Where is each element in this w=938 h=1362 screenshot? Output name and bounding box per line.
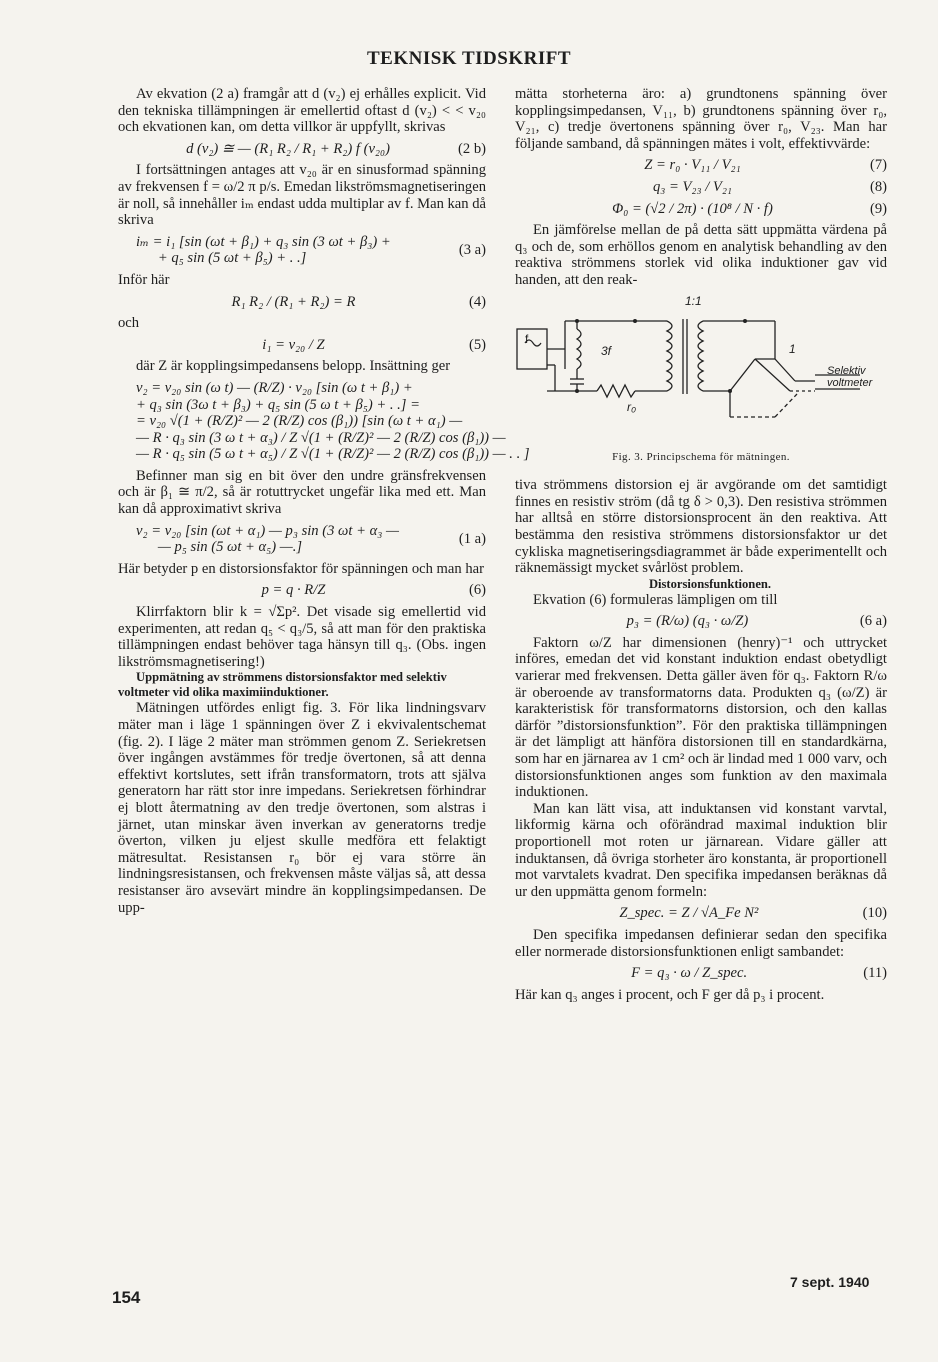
equation-body: q₃ = V₂₃ / V₂₁ xyxy=(652,178,732,195)
equation xyxy=(118,141,486,158)
journal-masthead: TEKNISK TIDSKRIFT xyxy=(366,48,572,69)
paragraph: mätta storheterna äro: a) grundtonens spänning över kopplingsimpedansen, V₁₁, b) grundtonens spänning över r₀, V₂₁, c) tredje övertonens spänning över r₀, V₂₃. Man har följande samband, då spänningen mätes i volt, effektivvärde: xyxy=(515,86,887,152)
equation-number: (5) xyxy=(468,336,486,353)
paragraph: Inför här xyxy=(118,271,170,288)
voltmeter-label-line2: voltmeter xyxy=(827,376,873,389)
paragraph: Man kan lätt visa, att induktansen vid konstant varvtal, likformig kärna och oförändrad maximal induktion blir proportionell mot roten ur järnarean. Vidare gäller att induktansen, då övriga storheter äro konstanta, är proportionell mot varvtalets kvadrat. Den specifika impedansen beräknas då ur den uppmätta genom formeln: xyxy=(515,800,887,900)
transformer-secondary xyxy=(698,321,703,391)
equation-body: p₃ = (R/ω) (q₃ · ω/Z) xyxy=(626,613,749,630)
paragraph: där Z är kopplingsimpedansens belopp. Insättning ger xyxy=(136,358,451,375)
equation-body: iₘ = i₁ [sin (ωt + β₁) + q₃ sin (3 ωt + β₃) + + q₅ sin (5 ωt + β₅) + . .] xyxy=(136,233,391,267)
equation-number: (3 a) xyxy=(458,242,486,259)
paragraph: I fortsättningen antages att v₂₀ är en sinusformad spänning av frekvensen f = ω/2 π p/s. Emedan likströmsmagnetiseringen är noll, så innehåller iₘ endast udda multiplar av f. Man kan då skriva xyxy=(118,162,487,229)
ratio-label: 1:1 xyxy=(685,293,702,308)
resistor-label: r₀ xyxy=(627,399,637,414)
equation-body: R₁ R₂ / (R₁ + R₂) = R xyxy=(231,293,356,310)
paragraph: Här betyder p en distorsionsfaktor för spänningen och man har xyxy=(118,560,484,577)
left-column xyxy=(118,86,530,916)
section-heading: Distorsionsfunktionen. xyxy=(648,576,772,591)
equation-number: (6 a) xyxy=(859,613,887,630)
equation-number: (7) xyxy=(869,157,887,174)
equation xyxy=(515,201,887,218)
equation-number: (8) xyxy=(869,178,887,195)
section-heading: Uppmätning av strömmens distorsionsfaktor med selektiv voltmeter vid olika maximiinduktioner. xyxy=(118,670,447,700)
equation-number: (9) xyxy=(869,200,887,217)
paragraph: Befinner man sig en bit över den undre gränsfrekvensen och är β₁ ≅ π/2, så är rotuttrycket ungefär lika med ett. Man kan då approximativt skriva xyxy=(118,467,486,518)
figure-3-circuit-diagram xyxy=(515,293,887,449)
equation-body: d (v₂) ≅ — (R₁ R₂ / R₁ + R₂) f (v₂₀) xyxy=(186,140,390,157)
equation-number: (1 a) xyxy=(458,530,486,547)
paragraph: Av ekvation (2 a) framgår att d (v₂) ej erhålles explicit. Vid den tekniska tillämpningen är emellertid oftast d (v₂) < < v₂₀ och ekvationen kan, om detta villkor är uppfyllt, skrivas xyxy=(118,86,486,136)
paragraph: Klirrfaktorn blir k = √Σp². Det visade sig emellertid vid experimenten, att redan q₅ < q₃/5, så att man för den praktiska tillämpningen endast behöver taga hänsyn till q₃. (Obs. ingen likströmsmagnetisering!) xyxy=(118,604,486,670)
page-number: 154 xyxy=(112,1288,141,1307)
equation xyxy=(118,337,486,354)
paragraph: Faktorn ω/Z har dimensionen (henry)⁻¹ och uttrycket införes, emedan det vid konstant induktion endast obetydligt varierar med frekvensen. Detta gäller även för q₃. Faktorn R/ω är oberoende av transformatorns data. Produkten q₃ (ω/Z) är karakteristisk för transformatorns distorsion, och den kallas därför ”distorsionsfunktion”. För den praktiska tillämpningen är det lämpligt att hänföra distorsionen till en standardkärna, som har en järnarea av 1 cm² och är lindad med 1 000 varv, och distorsionsfunktionen anges som funktion av den maximala induktionen. xyxy=(515,634,887,801)
equation-body: p = q · R/Z xyxy=(261,582,326,599)
equation xyxy=(118,234,486,267)
equation-body: v₂ = v₂₀ [sin (ωt + α₁) — p₃ sin (3 ωt + α₃ — — p₅ sin (5 ωt + α₅) —.] xyxy=(136,522,399,556)
equation xyxy=(118,582,486,599)
transformer-primary xyxy=(667,321,672,391)
series-circuit-label: 3f xyxy=(601,343,612,358)
right-column xyxy=(515,86,887,1003)
paragraph: Den specifika impedansen definierar sedan den specifika eller normerade distorsionsfunktionen enligt sambandet: xyxy=(515,926,887,960)
issue-date: 7 sept. 1940 xyxy=(790,1274,870,1290)
generator-label: f xyxy=(525,331,529,346)
right-column-top xyxy=(515,86,887,289)
equation-number: (4) xyxy=(468,293,486,310)
equation xyxy=(515,157,887,174)
equation-body: Z = r₀ · V₁₁ / V₂₁ xyxy=(644,157,741,174)
paragraph: Här kan q₃ anges i procent, och F ger då p₃ i procent. xyxy=(515,986,825,1003)
right-column-bottom xyxy=(515,477,887,1003)
equation-number: (2 b) xyxy=(458,140,486,157)
equation xyxy=(118,294,486,311)
equation-body: Φ₀ = (√2 / 2π) · (10⁸ / N · f) xyxy=(612,200,773,217)
equation-number: (11) xyxy=(863,965,887,982)
resistor-r0 xyxy=(597,385,635,397)
equation xyxy=(515,613,887,630)
equation xyxy=(118,379,530,463)
equation-body: v₂ = v₂₀ sin (ω t) — (R/Z) · v₂₀ [sin (ω t + β₁) + + q₃ sin (3ω t + β₃) + q₅ sin (5 ω t + β₅) + . .] = = v₂₀ √(1 + (R/Z)² — 2 (R/Z) cos (β₁)) [sin (ω t + α₁) — — R · q₃ sin (3 ω t + α₃) / Z √(1 + (R/Z)² — 2 (R/Z) cos (β₁)) — — R · q₅ sin (5 ω t + α₅) / Z √(1 + (R/Z)² — 2 (R/Z) cos (β₁)) — . . ] xyxy=(136,379,530,463)
equation xyxy=(515,179,887,196)
equation-body: i₁ = v₂₀ / Z xyxy=(262,336,325,353)
paragraph: tiva strömmens distorsion ej är avgörande om det samtidigt finnes en resistiv ström (då tg δ > 0,3). Den resistiva strömmen har alltså en större distorsionsprocent än den reaktiva. Att bestämma den resistiva strömmens distorsionsfaktor ur det cykliska magnetiseringsdiagrammet är både experimentellt och räknemässigt mycket svårlöst problem. xyxy=(515,477,887,577)
equation xyxy=(515,965,887,982)
equation-body: F = q₃ · ω / Z_spec. xyxy=(631,965,748,982)
equation-body: Z_spec. = Z / √A_Fe N² xyxy=(619,905,759,922)
switch-position-label: 1 xyxy=(789,341,796,356)
figure-caption: Fig. 3. Principschema för mätningen. xyxy=(612,450,790,463)
paragraph: Ekvation (6) formuleras lämpligen om till xyxy=(533,591,778,608)
generator-box xyxy=(517,329,547,369)
paragraph: Mätningen utfördes enligt fig. 3. För lika lindningsvarv mäter man i läge 1 spänningen över Z i ekvivalentschemat (fig. 2). I läge 2 mäter man strömmen genom Z. Seriekretsen över ingången avstämmes för tredje övertonen, så att denna effektivt kortslutes, sett ifrån transformatorn, trots att själva generatorn har rätt stor inre impedans. Seriekretsen förhindrar ej blott återmatning av den tredje övertonen, som alstras i järnet, utan minskar även inverkan av generatorns tredje överton, vilken ju eljest skulle medföra ett felaktigt mätresultat. Resistansen r₀ bör ej vara större än lindningsresistansen, och frekvensen måste väljas så, att dessa resistanser äro avsevärt mindre än kopplingsimpedansen. De upp- xyxy=(118,700,486,916)
series-inductor xyxy=(577,329,581,369)
equation-number: (6) xyxy=(468,582,486,599)
equation xyxy=(118,523,486,556)
paragraph: En jämförelse mellan de på detta sätt uppmätta värdena på q₃ och de, som erhöllos genom en analytisk behandling av den reaktiva strömmens storlek vid olika induktioner gav vid handen, att den reak- xyxy=(515,222,887,288)
equation xyxy=(515,905,887,922)
voltmeter-label-line1: Selektiv xyxy=(827,364,866,377)
equation-number: (10) xyxy=(862,905,887,922)
paragraph: och xyxy=(118,315,140,332)
